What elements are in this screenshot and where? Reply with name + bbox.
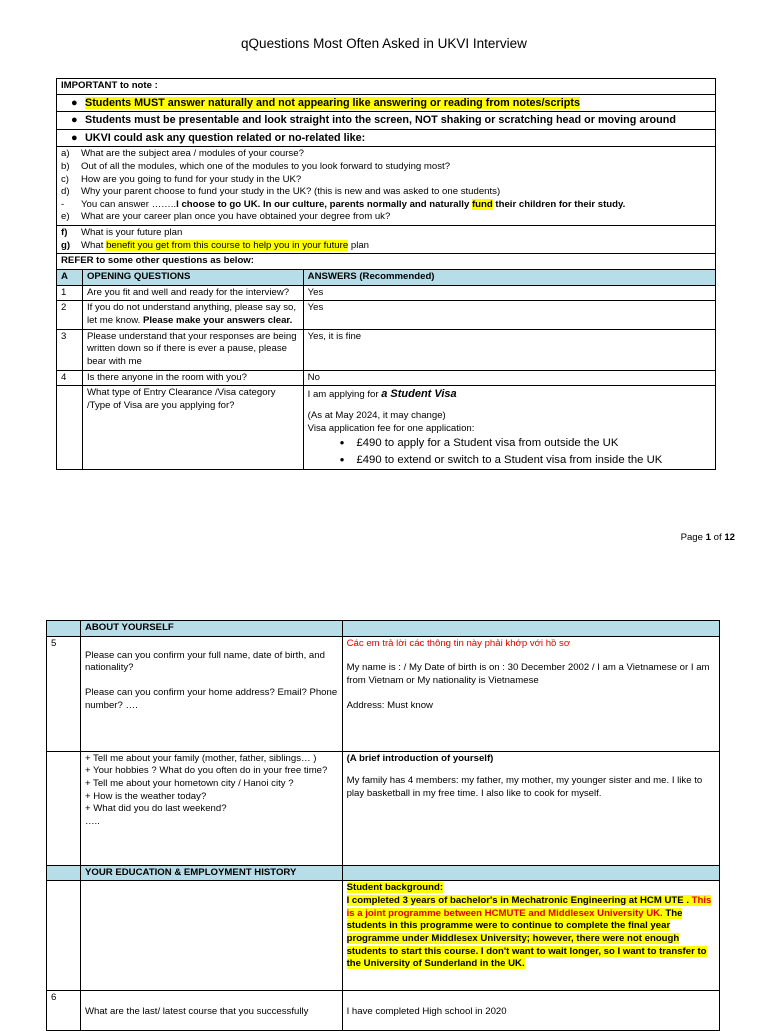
refer-line: REFER to some other questions as below: (57, 254, 716, 270)
question-cell: Please understand that your responses are being written down so if there is ever a pause, please bear with me (82, 329, 303, 370)
important-bullet-1: ● Students MUST answer naturally and not appearing like answering or reading from notes/scripts (57, 94, 716, 112)
answer-cell: Các em trả lời các thông tin này phải khớp với hồ sơ My name is : / My Date of birth is on : 30 December 2002 / I am a Vietnamese or I am from Vietnam or My nationality is Vietnamese Address: Must know (342, 636, 719, 751)
question-item-b: b) Out of all the modules, which one of the modules to you look forward to studying most? (61, 160, 451, 172)
bullet-icon: ● (71, 96, 78, 109)
answer-cell: I have completed High school in 2020 (342, 991, 719, 1031)
answer-cell: (A brief introduction of yourself) My family has 4 members: my father, my mother, my younger sister and me. I like to play basketball in my free time. I also like to cook for myself. (342, 751, 719, 865)
question-cell (80, 881, 342, 991)
row-number: 3 (57, 329, 83, 370)
education-header (47, 865, 720, 881)
row-number: 5 (47, 636, 81, 751)
table-row (57, 285, 716, 301)
question-item-f: f) What is your future plan (61, 227, 183, 239)
table-row (47, 991, 720, 1031)
answer-cell: Yes, it is fine (303, 329, 715, 370)
answer-cell: Yes (303, 301, 715, 329)
about-yourself-table (46, 620, 720, 1031)
question-item-d: d) Why your parent choose to fund your study in the UK? (this is new and was asked to one students) (61, 186, 501, 198)
opening-questions-header (57, 270, 716, 286)
education-heading: YOUR EDUCATION & EMPLOYMENT HISTORY (80, 865, 342, 881)
vietnamese-note: Các em trả lời các thông tin này phải khớp với hồ sơ (346, 637, 571, 649)
question-cell: Please can you confirm your full name, date of birth, and nationality? Please can you confirm your home address? Email? Phone number? …. (80, 636, 342, 751)
question-cell: What type of Entry Clearance /Visa category /Type of Visa are you applying for? (82, 386, 303, 470)
about-yourself-heading: ABOUT YOURSELF (80, 621, 342, 637)
visa-type-row (57, 386, 716, 470)
question-item-c: c) How are you going to fund for your study in the UK? (61, 173, 302, 185)
row-number (57, 386, 83, 470)
opening-questions-heading: OPENING QUESTIONS (82, 270, 303, 286)
table-row (47, 881, 720, 991)
table-row (57, 301, 716, 329)
row-number: 6 (47, 991, 81, 1031)
bullet-icon: ● (71, 131, 78, 144)
question-cell: If you do not understand anything, please say so, let me know. Please make your answers clear. (82, 301, 303, 329)
answer-cell: I am applying for a Student Visa (As at May 2024, it may change) Visa application fee for one application: ● £490 to apply for a Student visa from outside the UK ● £490 to extend or switch to a Student visa from inside the UK (303, 386, 715, 470)
question-cell: Are you fit and well and ready for the interview? (82, 285, 303, 301)
answers-heading: ANSWERS (Recommended) (303, 270, 715, 286)
question-f-g-cell (57, 226, 716, 254)
question-item-e: e) What are your career plan once you have obtained your degree from uk? (61, 211, 391, 223)
question-item-a: a) What are the subject area / modules of your course? (61, 148, 304, 160)
list-item: ● £490 to apply for a Student visa from outside the UK (340, 435, 711, 451)
table-row (57, 329, 716, 370)
document-title: qQuestions Most Often Asked in UKVI Interview (241, 36, 527, 51)
suggested-answer-line: - You can answer ……..I choose to go UK. In our culture, parents normally and naturally fund their children for their study. (61, 198, 626, 210)
question-cell: + Tell me about your family (mother, father, siblings… ) + Your hobbies ? What do you often do in your free time? + Tell me about your hometown city / Hanoi city ? + How is the weather today? + What did you do last weekend? ….. (80, 751, 342, 865)
answer-cell: Student background: I completed 3 years of bachelor's in Mechatronic Engineering at HCM UTE . This is a joint programme between HCMUTE and Middlesex University UK. The students in this programme were to continue to complete the final year programme under Middlesex University; however, there were not enough students to start this course. I don't want to wait longer, so I want to transfer to the University of Sunderland in the UK. (342, 881, 719, 991)
important-bullet-2: ● Students must be presentable and look straight into the screen, NOT shaking or scratching head or moving around (57, 112, 716, 130)
table-row (47, 636, 720, 751)
table-row (57, 370, 716, 386)
table-row (47, 751, 720, 865)
row-number: 2 (57, 301, 83, 329)
bullet-icon: ● (71, 114, 78, 127)
question-cell: What are the last/ latest course that you successfully (80, 991, 342, 1031)
about-yourself-header (47, 621, 720, 637)
question-item-g: g) What benefit you get from this course to help you in your future plan (61, 239, 369, 251)
important-heading: IMPORTANT to note : (57, 79, 716, 95)
page-number: Page 1 of 12 (680, 532, 735, 543)
answer-cell: No (303, 370, 715, 386)
column-a-header: A (57, 270, 83, 286)
row-number: 1 (57, 285, 83, 301)
sample-questions-list (57, 147, 716, 226)
question-cell: Is there anyone in the room with you? (82, 370, 303, 386)
row-number: 4 (57, 370, 83, 386)
list-item: ● £490 to extend or switch to a Student visa from inside the UK (340, 452, 711, 468)
important-bullet-3: ● UKVI could ask any question related or no-related like: (57, 129, 716, 147)
answer-cell: Yes (303, 285, 715, 301)
visa-fee-list (308, 435, 711, 468)
important-notes-table (56, 78, 716, 470)
